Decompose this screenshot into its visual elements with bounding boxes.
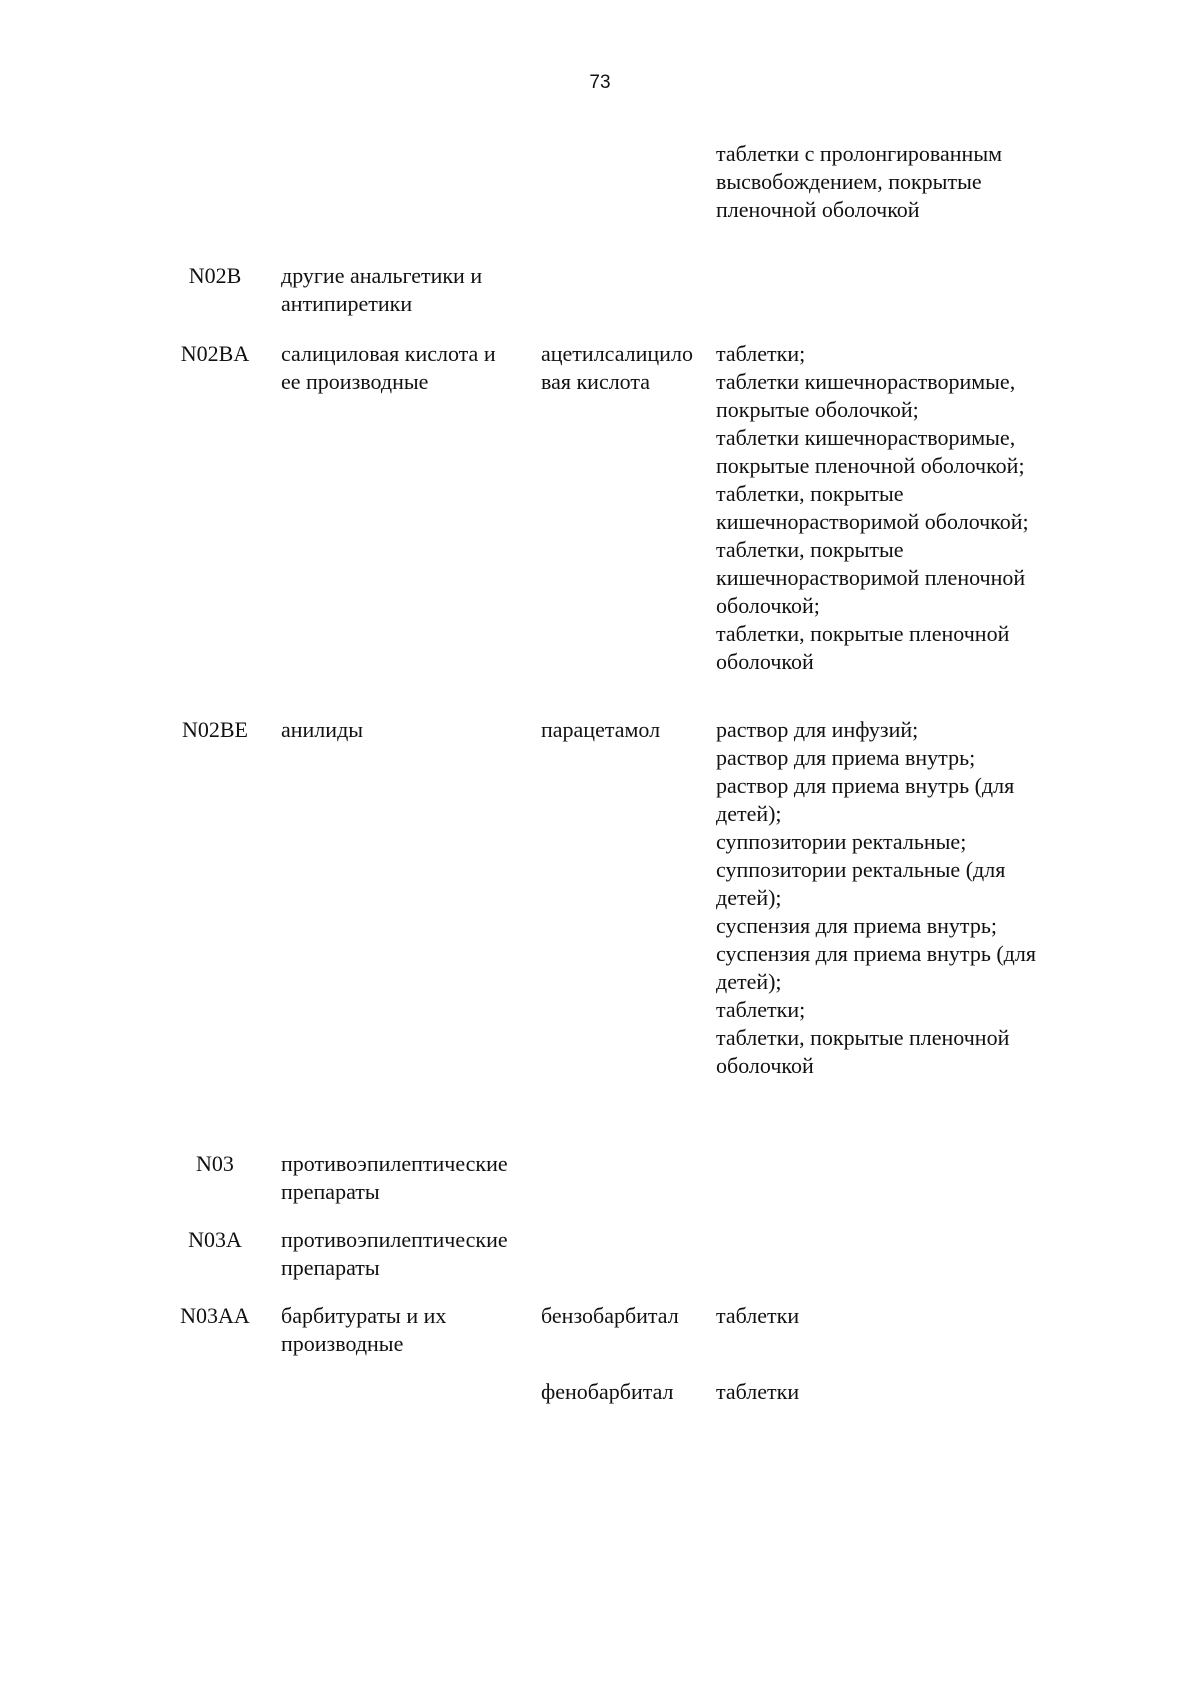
group-name — [265, 716, 530, 744]
dosage-forms — [713, 1378, 1093, 1406]
drug-name — [530, 1378, 713, 1406]
group-name — [265, 1226, 530, 1282]
atc-code: N03AA — [180, 1303, 250, 1328]
table-row — [165, 1302, 1125, 1378]
medication-table — [165, 140, 1125, 1418]
form-line: детей); — [716, 801, 782, 826]
group-line: противоэпилептические — [281, 1151, 508, 1176]
form-line: оболочкой — [716, 1053, 814, 1078]
form-line: таблетки, покрытые — [716, 537, 904, 562]
group-line: ее производные — [281, 369, 429, 394]
dosage-forms — [713, 140, 1093, 224]
form-line: суппозитории ректальные (для — [716, 857, 1006, 882]
form-line: суппозитории ректальные; — [716, 829, 967, 854]
table-row — [165, 1378, 1125, 1418]
table-row — [165, 1226, 1125, 1302]
group-line: препараты — [281, 1179, 380, 1204]
drug-line: ацетилсалицило — [541, 341, 693, 366]
dosage-forms — [713, 716, 1093, 1080]
drug-name — [530, 340, 713, 396]
group-name — [265, 1302, 530, 1358]
atc-code: N02B — [188, 263, 242, 288]
form-line: высвобождением, покрытые — [716, 169, 982, 194]
form-line: таблетки, покрытые пленочной — [716, 1025, 1010, 1050]
form-line: таблетки — [716, 1303, 800, 1328]
drug-line: фенобарбитал — [541, 1379, 674, 1404]
table-row — [165, 140, 1125, 262]
group-line: препараты — [281, 1255, 380, 1280]
form-line: таблетки кишечнорастворимые, — [716, 369, 1016, 394]
atc-code: N03 — [196, 1151, 234, 1176]
group-line: анилиды — [281, 717, 364, 742]
form-line: раствор для приема внутрь; — [716, 745, 976, 770]
table-row — [165, 340, 1125, 716]
table-row — [165, 262, 1125, 340]
group-line: противоэпилептические — [281, 1227, 508, 1252]
drug-line: бензобарбитал — [541, 1303, 679, 1328]
form-line: таблетки, покрытые — [716, 481, 904, 506]
form-line: детей); — [716, 885, 782, 910]
atc-code: N03A — [188, 1227, 242, 1252]
form-line: раствор для приема внутрь (для — [716, 773, 1015, 798]
form-line: таблетки — [716, 1379, 800, 1404]
form-line: раствор для инфузий; — [716, 717, 919, 742]
form-line: суспензия для приема внутрь (для — [716, 941, 1036, 966]
table-row — [165, 716, 1125, 1150]
drug-name — [530, 1302, 713, 1330]
group-line: антипиретики — [281, 291, 413, 316]
form-line: детей); — [716, 969, 782, 994]
drug-line: парацетамол — [541, 717, 661, 742]
group-line: салициловая кислота и — [281, 341, 496, 366]
form-line: пленочной оболочкой — [716, 197, 920, 222]
drug-name — [530, 716, 713, 744]
form-line: таблетки с пролонгированным — [716, 141, 1003, 166]
dosage-forms — [713, 1302, 1093, 1330]
form-line: оболочкой — [716, 649, 814, 674]
dosage-forms — [713, 340, 1093, 676]
group-name — [265, 1150, 530, 1206]
group-name — [265, 340, 530, 396]
form-line: оболочкой; — [716, 593, 820, 618]
page-number: 73 — [589, 72, 611, 93]
form-line: суспензия для приема внутрь; — [716, 913, 997, 938]
group-line: производные — [281, 1331, 404, 1356]
form-line: покрытые пленочной оболочкой; — [716, 453, 1025, 478]
group-name — [265, 262, 530, 318]
form-line: таблетки; — [716, 341, 806, 366]
table-row — [165, 1150, 1125, 1226]
form-line: кишечнорастворимой оболочкой; — [716, 509, 1029, 534]
form-line: таблетки кишечнорастворимые, — [716, 425, 1016, 450]
group-line: другие анальгетики и — [281, 263, 483, 288]
atc-code: N02BA — [180, 341, 250, 366]
group-line: барбитураты и их — [281, 1303, 447, 1328]
drug-line: вая кислота — [541, 369, 651, 394]
form-line: покрытые оболочкой; — [716, 397, 919, 422]
form-line: таблетки; — [716, 997, 806, 1022]
form-line: таблетки, покрытые пленочной — [716, 621, 1010, 646]
atc-code: N02BE — [182, 717, 248, 742]
form-line: кишечнорастворимой пленочной — [716, 565, 1026, 590]
